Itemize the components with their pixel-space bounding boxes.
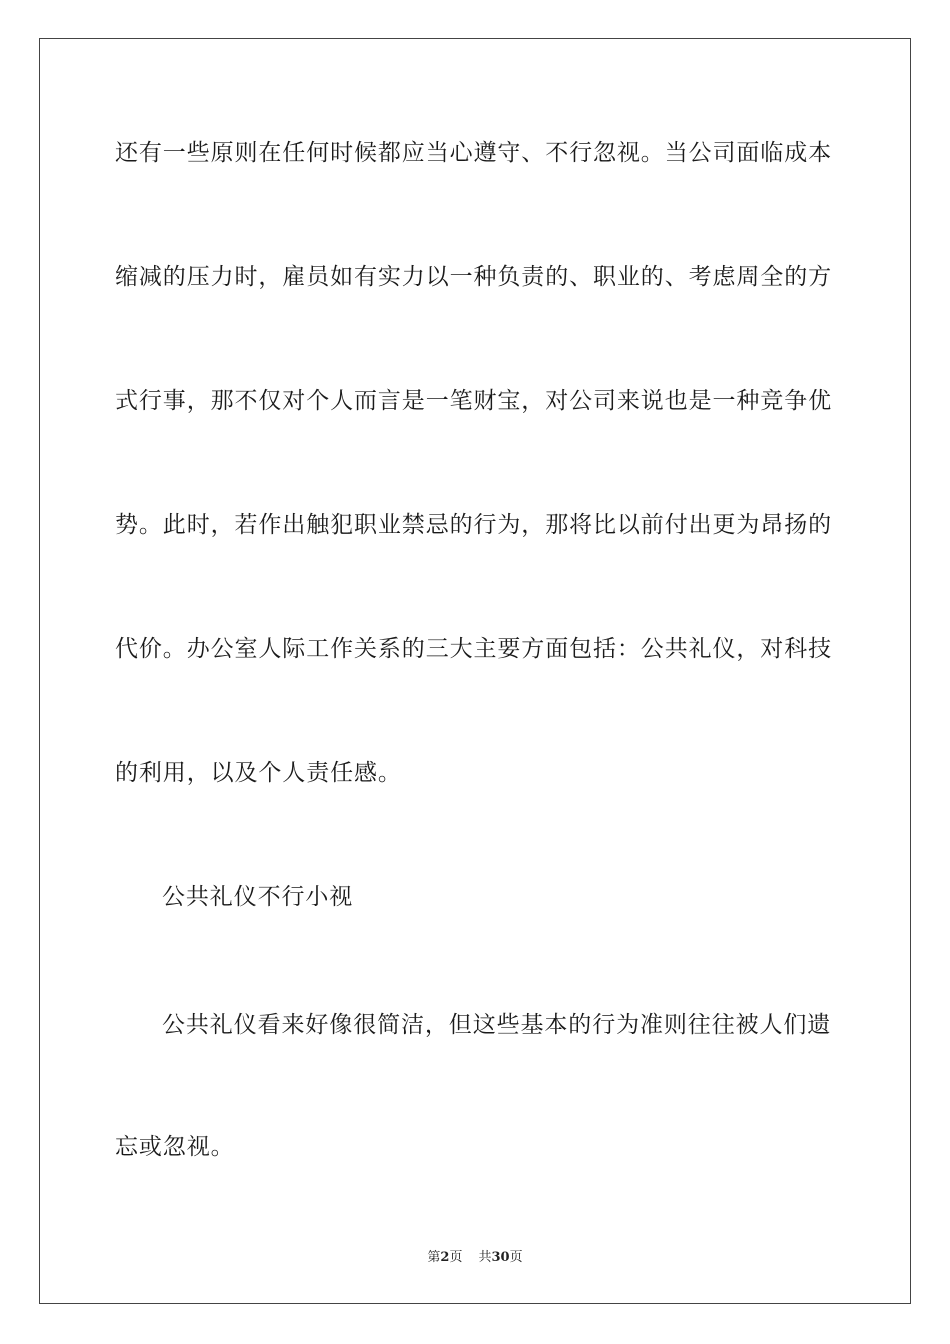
total-suffix: 页 [509,1250,523,1265]
page-footer [0,1246,950,1265]
section-heading: 公共礼仪不行小视 [162,884,354,910]
paragraph2-line-2: 忘或忽视。 [115,1134,235,1160]
body-line-6: 的利用，以及个人责任感。 [115,760,402,786]
body-line-1: 还有一些原则在任何时候都应当心遵守、不行忽视。当公司面临成本 [115,140,832,166]
page-border [39,38,911,1304]
page-number: 2 [440,1250,450,1265]
body-line-2: 缩减的压力时，雇员如有实力以一种负责的、职业的、考虑周全的方 [115,264,832,290]
body-line-4: 势。此时，若作出触犯职业禁忌的行为，那将比以前付出更为昂扬的 [115,512,832,538]
body-line-3: 式行事，那不仅对个人而言是一笔财宝，对公司来说也是一种竞争优 [115,388,832,414]
page-prefix: 第 [427,1250,441,1265]
total-prefix: 共 [478,1250,492,1265]
page-suffix: 页 [449,1250,463,1265]
total-pages: 30 [491,1250,510,1265]
body-line-5: 代价。办公室人际工作关系的三大主要方面包括：公共礼仪，对科技 [115,636,832,662]
paragraph2-line-1: 公共礼仪看来好像很简洁，但这些基本的行为准则往往被人们遗 [162,1012,832,1038]
